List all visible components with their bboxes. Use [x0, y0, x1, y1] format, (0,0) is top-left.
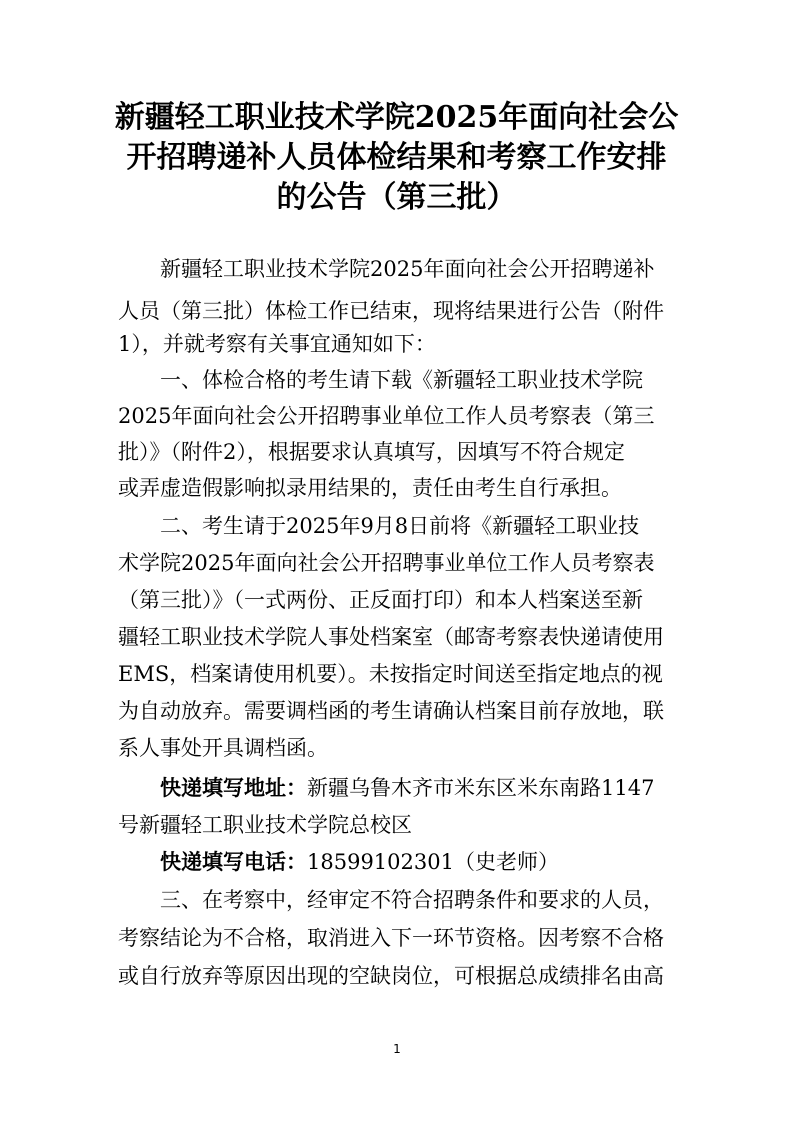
title-line: 新疆轻工职业技术学院2025年面向社会公 — [114, 100, 679, 135]
body-line: 或自行放弃等原因出现的空缺岗位，可根据总成绩排名由高 — [118, 964, 664, 988]
page-number: 1 — [393, 1042, 401, 1056]
title-line: 的公告（第三批） — [276, 180, 517, 215]
body-line: 1），并就考察有关事宜通知如下： — [118, 332, 436, 356]
address-value: 新疆乌鲁木齐市米东区米东南路1147 — [307, 776, 655, 800]
body-line: 或弄虚造假影响拟录用结果的，责任由考生自行承担。 — [118, 476, 622, 500]
phone-value: 18599102301（史老师） — [307, 850, 559, 874]
address-label: 快递填写地址： — [160, 775, 307, 800]
document-title — [80, 98, 713, 218]
body-line: 术学院2025年面向社会公开招聘事业单位工作人员考察表 — [118, 551, 655, 575]
body-line: 新疆轻工职业技术学院2025年面向社会公开招聘递补 — [160, 257, 655, 281]
address-line-continued: 号新疆轻工职业技术学院总校区 — [118, 813, 412, 837]
body-line: 2025年面向社会公开招聘事业单位工作人员考察表（第三 — [118, 404, 655, 428]
body-line: EMS，档案请使用机要）。未按指定时间送至指定地点的视 — [118, 662, 663, 686]
body-line: 考察结论为不合格，取消进入下一环节资格。因考察不合格 — [118, 926, 664, 950]
body-line: 三、在考察中，经审定不符合招聘条件和要求的人员， — [160, 888, 664, 912]
body-line: 为自动放弃。需要调档函的考生请确认档案目前存放地，联 — [118, 699, 664, 723]
body-line: 人员（第三批）体检工作已结束，现将结果进行公告（附件 — [118, 299, 664, 323]
body-line: 批）》（附件2），根据要求认真填写，因填写不符合规定 — [118, 440, 625, 464]
body-line: 疆轻工职业技术学院人事处档案室（邮寄考察表快递请使用 — [118, 625, 664, 649]
phone-line — [160, 848, 678, 876]
body-line: 二、考生请于2025年9月8日前将《新疆轻工职业技 — [160, 514, 640, 538]
body-line: 一、体检合格的考生请下载《新疆轻工职业技术学院 — [160, 368, 643, 392]
body-line: 系人事处开具调档函。 — [118, 736, 328, 760]
body-line: （第三批）》（一式两份、正反面打印）和本人档案送至新 — [118, 588, 643, 612]
title-line: 开招聘递补人员体检结果和考察工作安排 — [126, 140, 667, 175]
phone-label: 快递填写电话： — [160, 849, 307, 874]
address-line — [160, 774, 678, 802]
